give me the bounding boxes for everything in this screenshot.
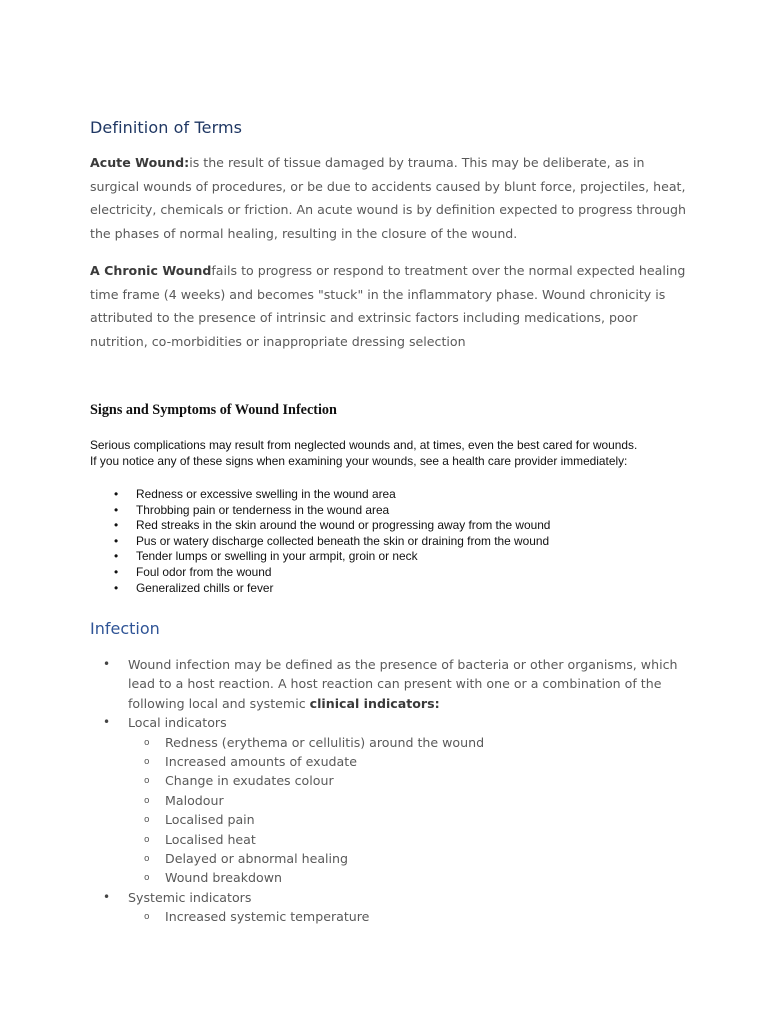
sign-text: Throbbing pain or tenderness in the wound area <box>136 502 390 517</box>
list-item <box>128 810 690 829</box>
circle-bullet-icon: o <box>144 834 150 845</box>
circle-bullet-icon: o <box>144 776 150 787</box>
clinical-indicators-label: clinical indicators: <box>309 695 440 711</box>
circle-bullet-icon: o <box>144 873 150 884</box>
infection-heading: Infection <box>90 619 160 638</box>
bullet-icon: • <box>103 657 111 671</box>
list-item <box>128 791 690 810</box>
list-item <box>128 868 690 887</box>
indicator-text: Increased amounts of exudate <box>165 754 357 770</box>
list-item <box>90 534 550 550</box>
bullet-icon: • <box>114 580 119 595</box>
signs-list <box>90 487 550 596</box>
signs-heading: Signs and Symptoms of Wound Infection <box>90 402 337 418</box>
circle-bullet-icon: o <box>144 854 150 865</box>
signs-intro <box>90 438 730 469</box>
bullet-icon: • <box>103 889 111 904</box>
list-item <box>90 888 690 927</box>
indicator-text: Malodour <box>165 792 224 808</box>
chronic-wound-paragraph <box>90 259 690 354</box>
systemic-indicators-label: Systemic indicators <box>128 889 252 905</box>
list-item <box>90 503 550 519</box>
list-item <box>90 655 690 713</box>
chronic-wound-term: A Chronic Wound <box>90 263 212 278</box>
acute-wound-paragraph <box>90 151 690 246</box>
indicator-text: Wound breakdown <box>165 870 283 886</box>
indicator-text: Delayed or abnormal healing <box>165 851 349 867</box>
circle-bullet-icon: o <box>144 912 150 923</box>
list-item <box>128 907 690 926</box>
local-indicators-label: Local indicators <box>128 715 227 731</box>
sign-text: Pus or watery discharge collected beneath the skin or draining from the wound <box>136 533 550 548</box>
bullet-icon: • <box>114 502 119 517</box>
infection-definition-text: Wound infection may be defined as the presence of bacteria or other organisms, which lead to a host reaction. A host reaction can present with one or a combination of the following local and systemic <box>128 657 678 711</box>
sign-text: Tender lumps or swelling in your armpit, groin or neck <box>136 549 418 564</box>
list-item <box>128 849 690 868</box>
list-item <box>90 565 550 581</box>
systemic-indicators-list <box>128 907 690 926</box>
indicator-text: Localised heat <box>165 831 256 847</box>
bullet-icon: • <box>114 518 119 533</box>
indicator-text: Redness (erythema or cellulitis) around the wound <box>165 734 485 750</box>
bullet-icon: • <box>103 715 111 730</box>
sign-text: Red streaks in the skin around the wound or progressing away from the wound <box>136 518 551 533</box>
definition-heading: Definition of Terms <box>90 118 243 137</box>
list-item <box>90 713 690 888</box>
circle-bullet-icon: o <box>144 757 150 768</box>
indicator-text: Change in exudates colour <box>165 773 334 789</box>
sign-text: Generalized chills or fever <box>136 580 274 595</box>
indicator-text: Localised pain <box>165 812 255 828</box>
sign-text: Redness or excessive swelling in the wound area <box>136 487 396 501</box>
indicator-text: Increased systemic temperature <box>165 909 370 925</box>
infection-list <box>90 655 690 927</box>
bullet-icon: • <box>114 533 119 548</box>
list-item <box>128 771 690 790</box>
list-item <box>90 487 550 503</box>
acute-wound-text: is the result of tissue damaged by trauma. This may be deliberate, as in surgical wounds of procedures, or be due to accidents caused by blunt force, projectiles, heat, electricity, chemicals or friction. An acute wound is by definition expected to progress through the phases of normal healing, resulting in the closure of the wound. <box>90 155 687 242</box>
list-item <box>90 549 550 565</box>
chronic-wound-text: fails to progress or respond to treatment over the normal expected healing time frame (4 weeks) and becomes "stuck" in the inflammatory phase. Wound chronicity is attributed to the presence of intrinsic and extrinsic factors including medications, poor nutrition, co-morbidities or inappropriate dressing selection <box>90 263 686 350</box>
sign-text: Foul odor from the wound <box>136 564 272 579</box>
acute-wound-term: Acute Wound: <box>90 155 190 170</box>
circle-bullet-icon: o <box>144 737 150 748</box>
list-item <box>128 830 690 849</box>
circle-bullet-icon: o <box>144 815 150 826</box>
signs-intro-line-2: If you notice any of these signs when examining your wounds, see a health care provider immediately: <box>90 453 628 468</box>
local-indicators-list <box>128 733 690 888</box>
list-item <box>128 733 690 752</box>
list-item <box>128 752 690 771</box>
bullet-icon: • <box>114 487 119 501</box>
bullet-icon: • <box>114 564 119 579</box>
bullet-icon: • <box>114 549 119 564</box>
signs-intro-line-1: Serious complications may result from neglected wounds and, at times, even the best cared for wounds. <box>90 438 638 452</box>
list-item <box>90 581 550 597</box>
list-item <box>90 518 550 534</box>
circle-bullet-icon: o <box>144 795 150 806</box>
